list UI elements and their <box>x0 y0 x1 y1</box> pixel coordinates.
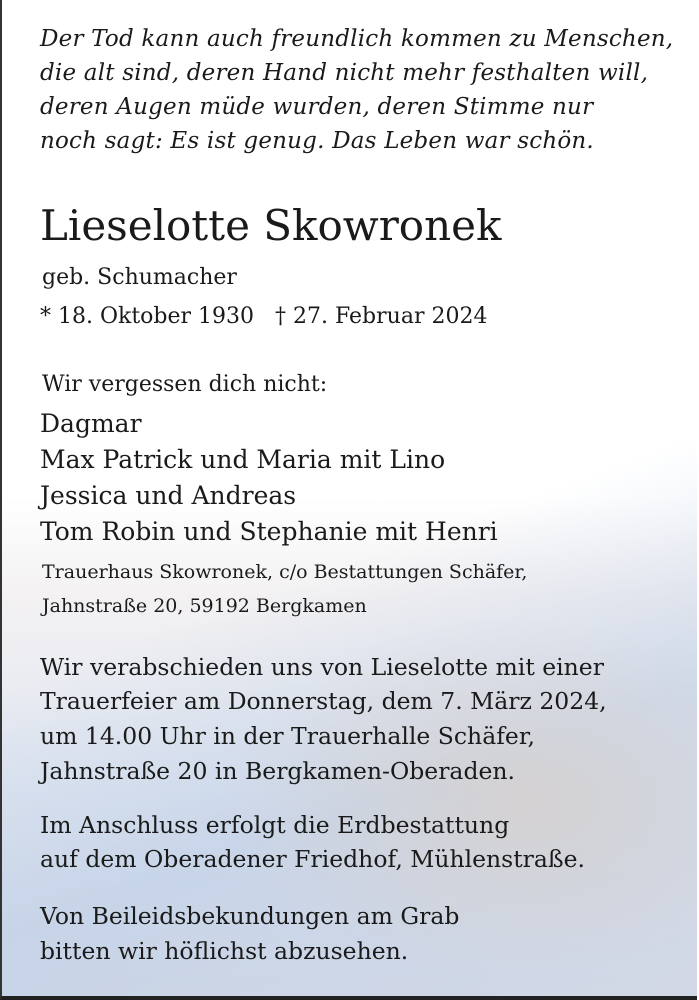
quote-line: deren Augen müde wurden, deren Stimme nur <box>40 94 594 120</box>
ceremony-line: Trauerfeier am Donnerstag, dem 7. März 2024, <box>40 687 607 715</box>
ceremony-line: um 14.00 Uhr in der Trauerhalle Schäfer, <box>40 722 535 750</box>
ceremony-line: Jahnstraße 20 in Bergkamen-Oberaden. <box>40 757 516 785</box>
quote-line: die alt sind, deren Hand nicht mehr festhalten will, <box>40 60 649 86</box>
life-dates: * 18. Oktober 1930 † 27. Februar 2024 <box>40 304 488 329</box>
mourning-house-address: Trauerhaus Skowronek, c/o Bestattungen Schäfer, <box>42 561 528 583</box>
closing-line: bitten wir höflichst abzusehen. <box>40 937 409 965</box>
mourners-intro: Wir vergessen dich nicht: <box>42 372 328 397</box>
burial-line: auf dem Oberadener Friedhof, Mühlenstraße. <box>40 845 585 873</box>
deceased-name: Lieselotte Skowronek <box>40 201 502 250</box>
burial-line: Im Anschluss erfolgt die Erdbestattung <box>40 811 510 839</box>
mourning-house-address: Jahnstraße 20, 59192 Bergkamen <box>42 595 367 617</box>
mourner-name: Dagmar <box>40 409 142 438</box>
mourner-name: Tom Robin und Stephanie mit Henri <box>40 517 498 546</box>
mourner-name: Max Patrick und Maria mit Lino <box>40 445 446 474</box>
maiden-name: geb. Schumacher <box>42 265 237 290</box>
quote-line: Der Tod kann auch freundlich kommen zu Menschen, <box>40 26 674 52</box>
closing-line: Von Beileidsbekundungen am Grab <box>40 902 460 930</box>
mourner-name: Jessica und Andreas <box>40 481 297 510</box>
quote-line: noch sagt: Es ist genug. Das Leben war schön. <box>40 128 594 154</box>
ceremony-line: Wir verabschieden uns von Lieselotte mit einer <box>40 653 604 681</box>
